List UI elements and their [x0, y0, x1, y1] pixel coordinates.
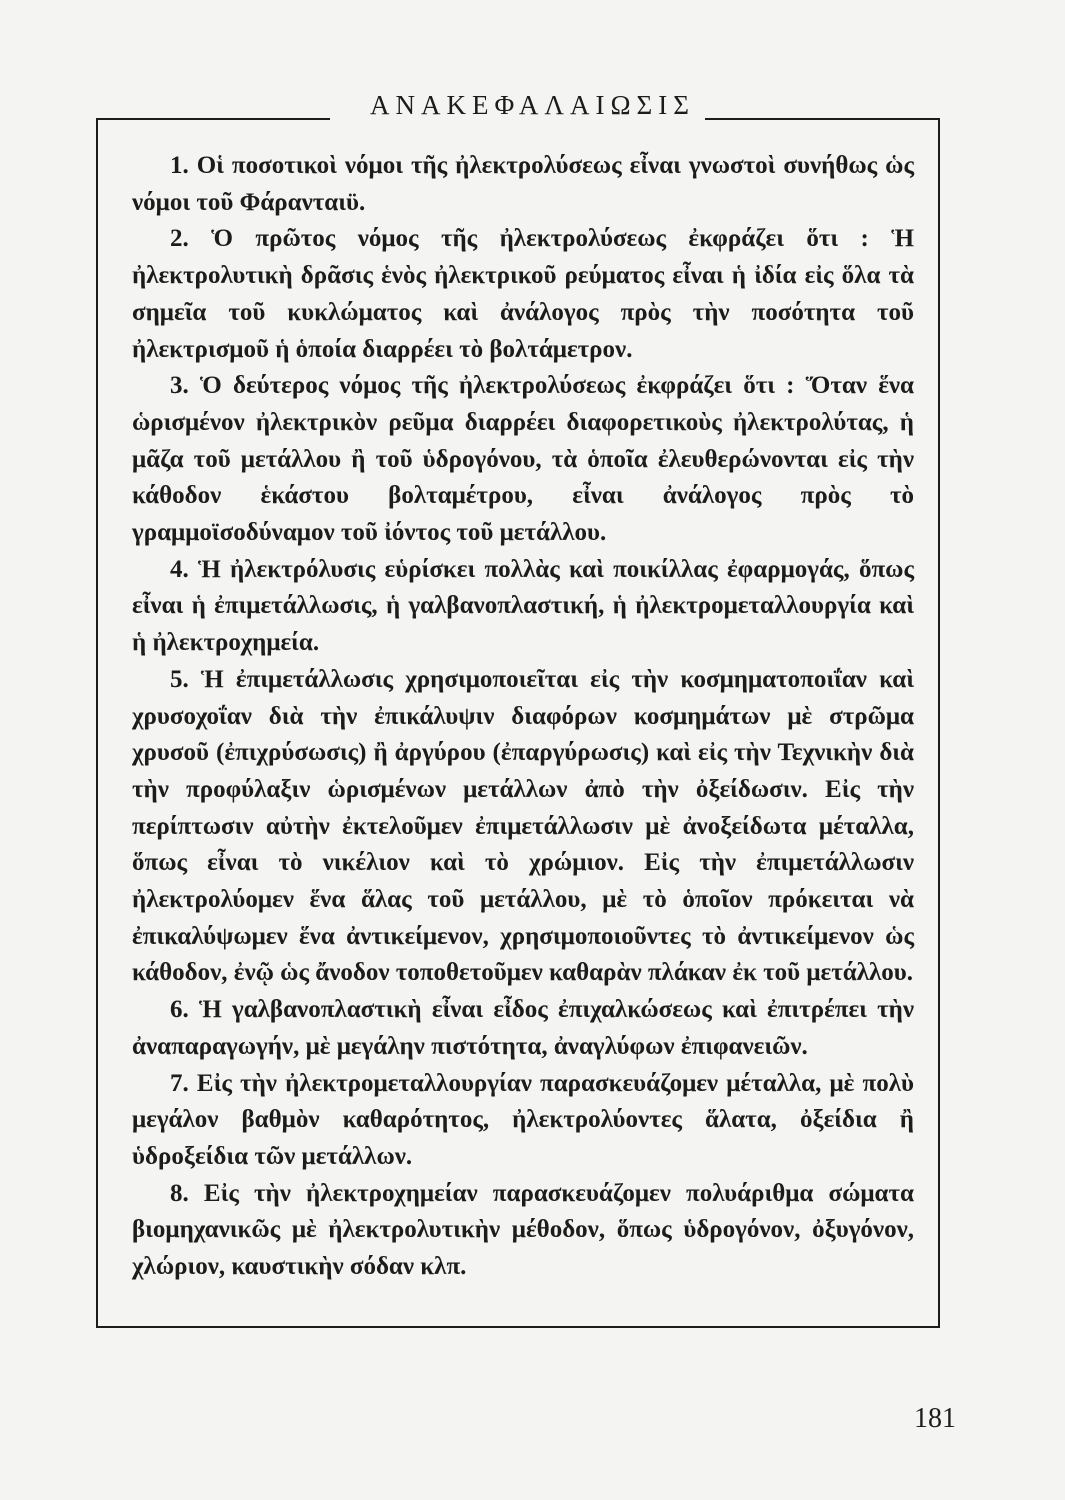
summary-item-2: 2. Ὁ πρῶτος νόμος τῆς ἠλεκτρολύσεως ἐκφράζει ὅτι : Ἡ ἠλεκτρολυτικὴ δρᾶσις ἑνὸς ἠλεκτρικοῦ ρεύματος εἶναι ἡ ἰδία εἰς ὅλα τὰ σημεῖα τοῦ κυκλώματος καὶ ἀνάλογος πρὸς τὴν ποσότητα τοῦ ἠλεκτρισμοῦ ἡ ὁποία διαρρέει τὸ βολτάμετρον.	[132, 225, 914, 363]
summary-item-7: 7. Εἰς τὴν ἠλεκτρομεταλλουργίαν παρασκευάζομεν μέταλλα, μὲ πολὺ μεγάλον βαθμὸν καθαρότητος, ἠλεκτρολύοντες ἅλατα, ὀξείδια ἢ ὑδροξείδια τῶν μετάλλων.	[132, 1069, 914, 1170]
summary-item-3: 3. Ὁ δεύτερος νόμος τῆς ἠλεκτρολύσεως ἐκφράζει ὅτι : Ὅταν ἕνα ὡρισμένον ἠλεκτρικὸν ρεῦμα διαρρέει διαφορετικοὺς ἠλεκτρολύτας, ἡ μᾶζα τοῦ μετάλλου ἢ τοῦ ὑδρογόνου, τὰ ὁποῖα ἐλευθερώνονται εἰς τὴν κάθοδον ἑκάστου βολταμέτρου, εἶναι ἀνάλογος πρὸς τὸ γραμμοϊσοδύναμον τοῦ ἰόντος τοῦ μετάλλου.	[132, 372, 914, 547]
summary-content	[132, 148, 914, 1286]
summary-item-5: 5. Ἡ ἐπιμετάλλωσις χρησιμοποιεῖται εἰς τὴν κοσμηματοποιΐαν καὶ χρυσοχοΐαν διὰ τὴν ἐπικάλυψιν διαφόρων κοσμημάτων μὲ στρῶμα χρυσοῦ (ἐπιχρύσωσις) ἢ ἀργύρου (ἐπαργύρωσις) καὶ εἰς τὴν Τεχνικὴν διὰ τὴν προφύλαξιν ὡρισμένων μετάλλων ἀπὸ τὴν ὀξείδωσιν. Εἰς τὴν περίπτωσιν αὐτὴν ἐκτελοῦμεν ἐπιμετάλλωσιν μὲ ἀνοξείδωτα μέταλλα, ὅπως εἶναι τὸ νικέλιον καὶ τὸ χρώμιον. Εἰς τὴν ἐπιμετάλλωσιν ἠλεκτρολύομεν ἕνα ἅλας τοῦ μετάλλου, μὲ τὸ ὁποῖον πρόκειται νὰ ἐπικαλύψωμεν ἕνα ἀντικείμενον, χρησιμοποιοῦντες τὸ ἀντικείμενον ὡς κάθοδον, ἐνῷ ὡς ἄνοδον τοποθετοῦμεν καθαρὰν πλάκαν ἐκ τοῦ μετάλλου.	[132, 665, 914, 987]
summary-item-4: 4. Ἡ ἠλεκτρόλυσις εὑρίσκει πολλὰς καὶ ποικίλλας ἐφαρμογάς, ὅπως εἶναι ἡ ἐπιμετάλλωσις, ἡ γαλβανοπλαστική, ἡ ἠλεκτρομεταλλουργία καὶ ἡ ἠλεκτροχημεία.	[132, 555, 914, 657]
summary-item-6: 6. Ἡ γαλβανοπλαστικὴ εἶναι εἶδος ἐπιχαλκώσεως καὶ ἐπιτρέπει τὴν ἀναπαραγωγήν, μὲ μεγάλην πιστότητα, ἀναγλύφων ἐπιφανειῶν.	[132, 996, 914, 1060]
summary-item-8: 8. Εἰς τὴν ἠλεκτροχημείαν παρασκευάζομεν πολυάριθμα σώματα βιομηχανικῶς μὲ ἠλεκτρολυτικὴν μέθοδον, ὅπως ὑδρογόνον, ὀξυγόνον, χλώριον, καυστικὴν σόδαν κλπ.	[132, 1179, 914, 1281]
section-title: ΑΝΑΚΕΦΑΛΑΙΩΣΙΣ	[370, 90, 695, 120]
summary-item-1: 1. Οἱ ποσοτικοὶ νόμοι τῆς ἠλεκτρολύσεως εἶναι γνωστοὶ συνήθως ὡς νόμοι τοῦ Φάρανταιϋ.	[132, 152, 914, 216]
section-header	[0, 88, 1065, 122]
page-number: 181	[914, 1403, 956, 1434]
